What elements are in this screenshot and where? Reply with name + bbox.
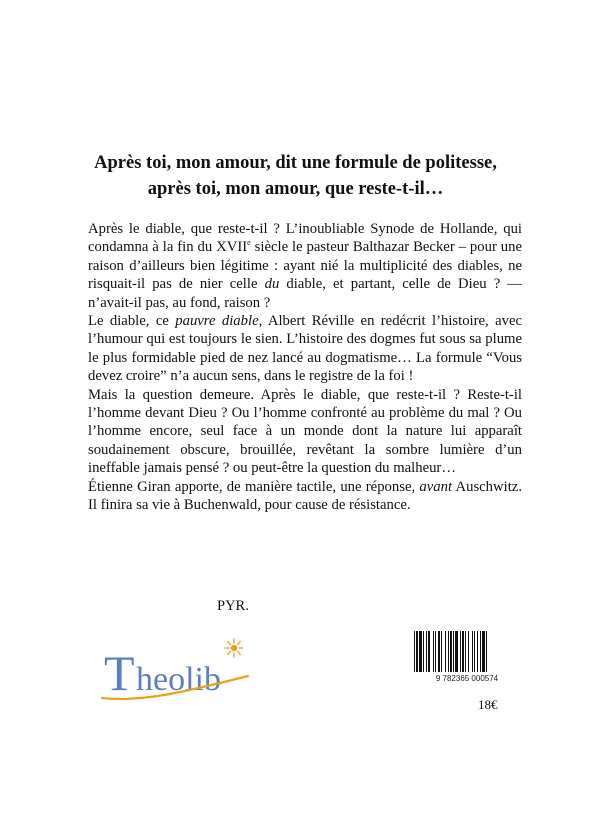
barcode-bar	[448, 631, 449, 675]
paragraph-4	[88, 478, 522, 515]
barcode-bar	[477, 631, 478, 675]
p1-text-c: diable, et partant, celle de Dieu ? — n’avait-il pas, au fond, raison ?	[88, 276, 522, 311]
barcode-bar	[460, 631, 461, 675]
headline-line-2: après toi, mon amour, que reste-t-il…	[147, 179, 444, 199]
barcode-bar	[450, 631, 452, 675]
p1-emphasis: du	[264, 276, 280, 293]
barcode-bar	[445, 631, 446, 675]
p3-text-a: Mais la question demeure. Après le diable, que reste-t-il ? Reste-t-il l’homme devant Dieu ? Ou l’homme confronté au problème du mal ? Ou l’homme encore, seul face à un monde dont la nature lui apparaît soudainement obscure, brouillée, revêtant la sombre lumière d’un ineffable jamais pensé ? ou peut-être la question du malheur…	[88, 386, 522, 477]
barcode-bar	[426, 631, 427, 675]
headline-line-1: Après toi, mon amour, dit une formule de politesse,	[94, 153, 497, 173]
barcode-bar	[462, 631, 464, 675]
p1-text-a: Après le diable, que reste-t-il ? L’inoubliable Synode de Hollande, qui condamna à la fin du XVII	[88, 221, 522, 256]
paragraph-1	[88, 220, 522, 312]
barcode-bar	[433, 631, 434, 675]
p1-text-b: siècle le pasteur Balthazar Becker – pour une raison d’ailleurs bien légitime : ayant nié la multiplicité des diables, ne risquait-il pas de nier celle	[88, 239, 522, 293]
logo-letter-t: T	[104, 645, 135, 701]
p2-text-a: Le diable, ce	[88, 313, 176, 330]
barcode-bar	[435, 631, 436, 675]
p4-text-a: Étienne Giran apporte, de manière tactile, une réponse,	[88, 478, 420, 495]
signature: PYR.	[217, 598, 249, 614]
barcode-bar	[468, 631, 469, 675]
isbn-number: 9 782365 000574	[412, 672, 522, 685]
barcode-bar	[482, 631, 485, 675]
barcode-bar	[428, 631, 430, 675]
p4-text-b: Auschwitz. Il finira sa vie à Buchenwald, pour cause de résistance.	[88, 478, 522, 514]
barcode-bar	[480, 631, 481, 675]
logo-text: heolib	[136, 661, 221, 698]
headline	[60, 150, 531, 202]
p4-emphasis: avant	[419, 478, 453, 495]
barcode-bar	[472, 631, 473, 675]
barcode-bar	[423, 631, 424, 675]
star-icon	[225, 639, 243, 657]
barcode-bar	[465, 631, 466, 675]
theolib-logo	[98, 636, 258, 708]
p2-text-b: , Albert Réville en redécrit l’histoire, avec l’humour qui est toujours le sien. L’histoire des dogmes fut sous sa plume le plus formidable pied de nez lancé au dogmatisme… La formule “Vous devez croire” n’a aucun sens, dans le registre de la foi !	[88, 313, 523, 385]
barcode-bar	[438, 631, 440, 675]
barcode-bar	[441, 631, 442, 675]
p1-superscript: e	[247, 238, 251, 248]
barcode-bar	[453, 631, 454, 675]
paragraph-2	[88, 312, 522, 386]
price: 18€	[478, 697, 498, 712]
body-text	[88, 220, 522, 515]
barcode-bar	[474, 631, 475, 675]
barcode-bar	[455, 631, 458, 675]
p2-emphasis: pauvre diable	[175, 313, 259, 330]
barcode-bar	[419, 631, 422, 675]
paragraph-3	[88, 386, 522, 478]
